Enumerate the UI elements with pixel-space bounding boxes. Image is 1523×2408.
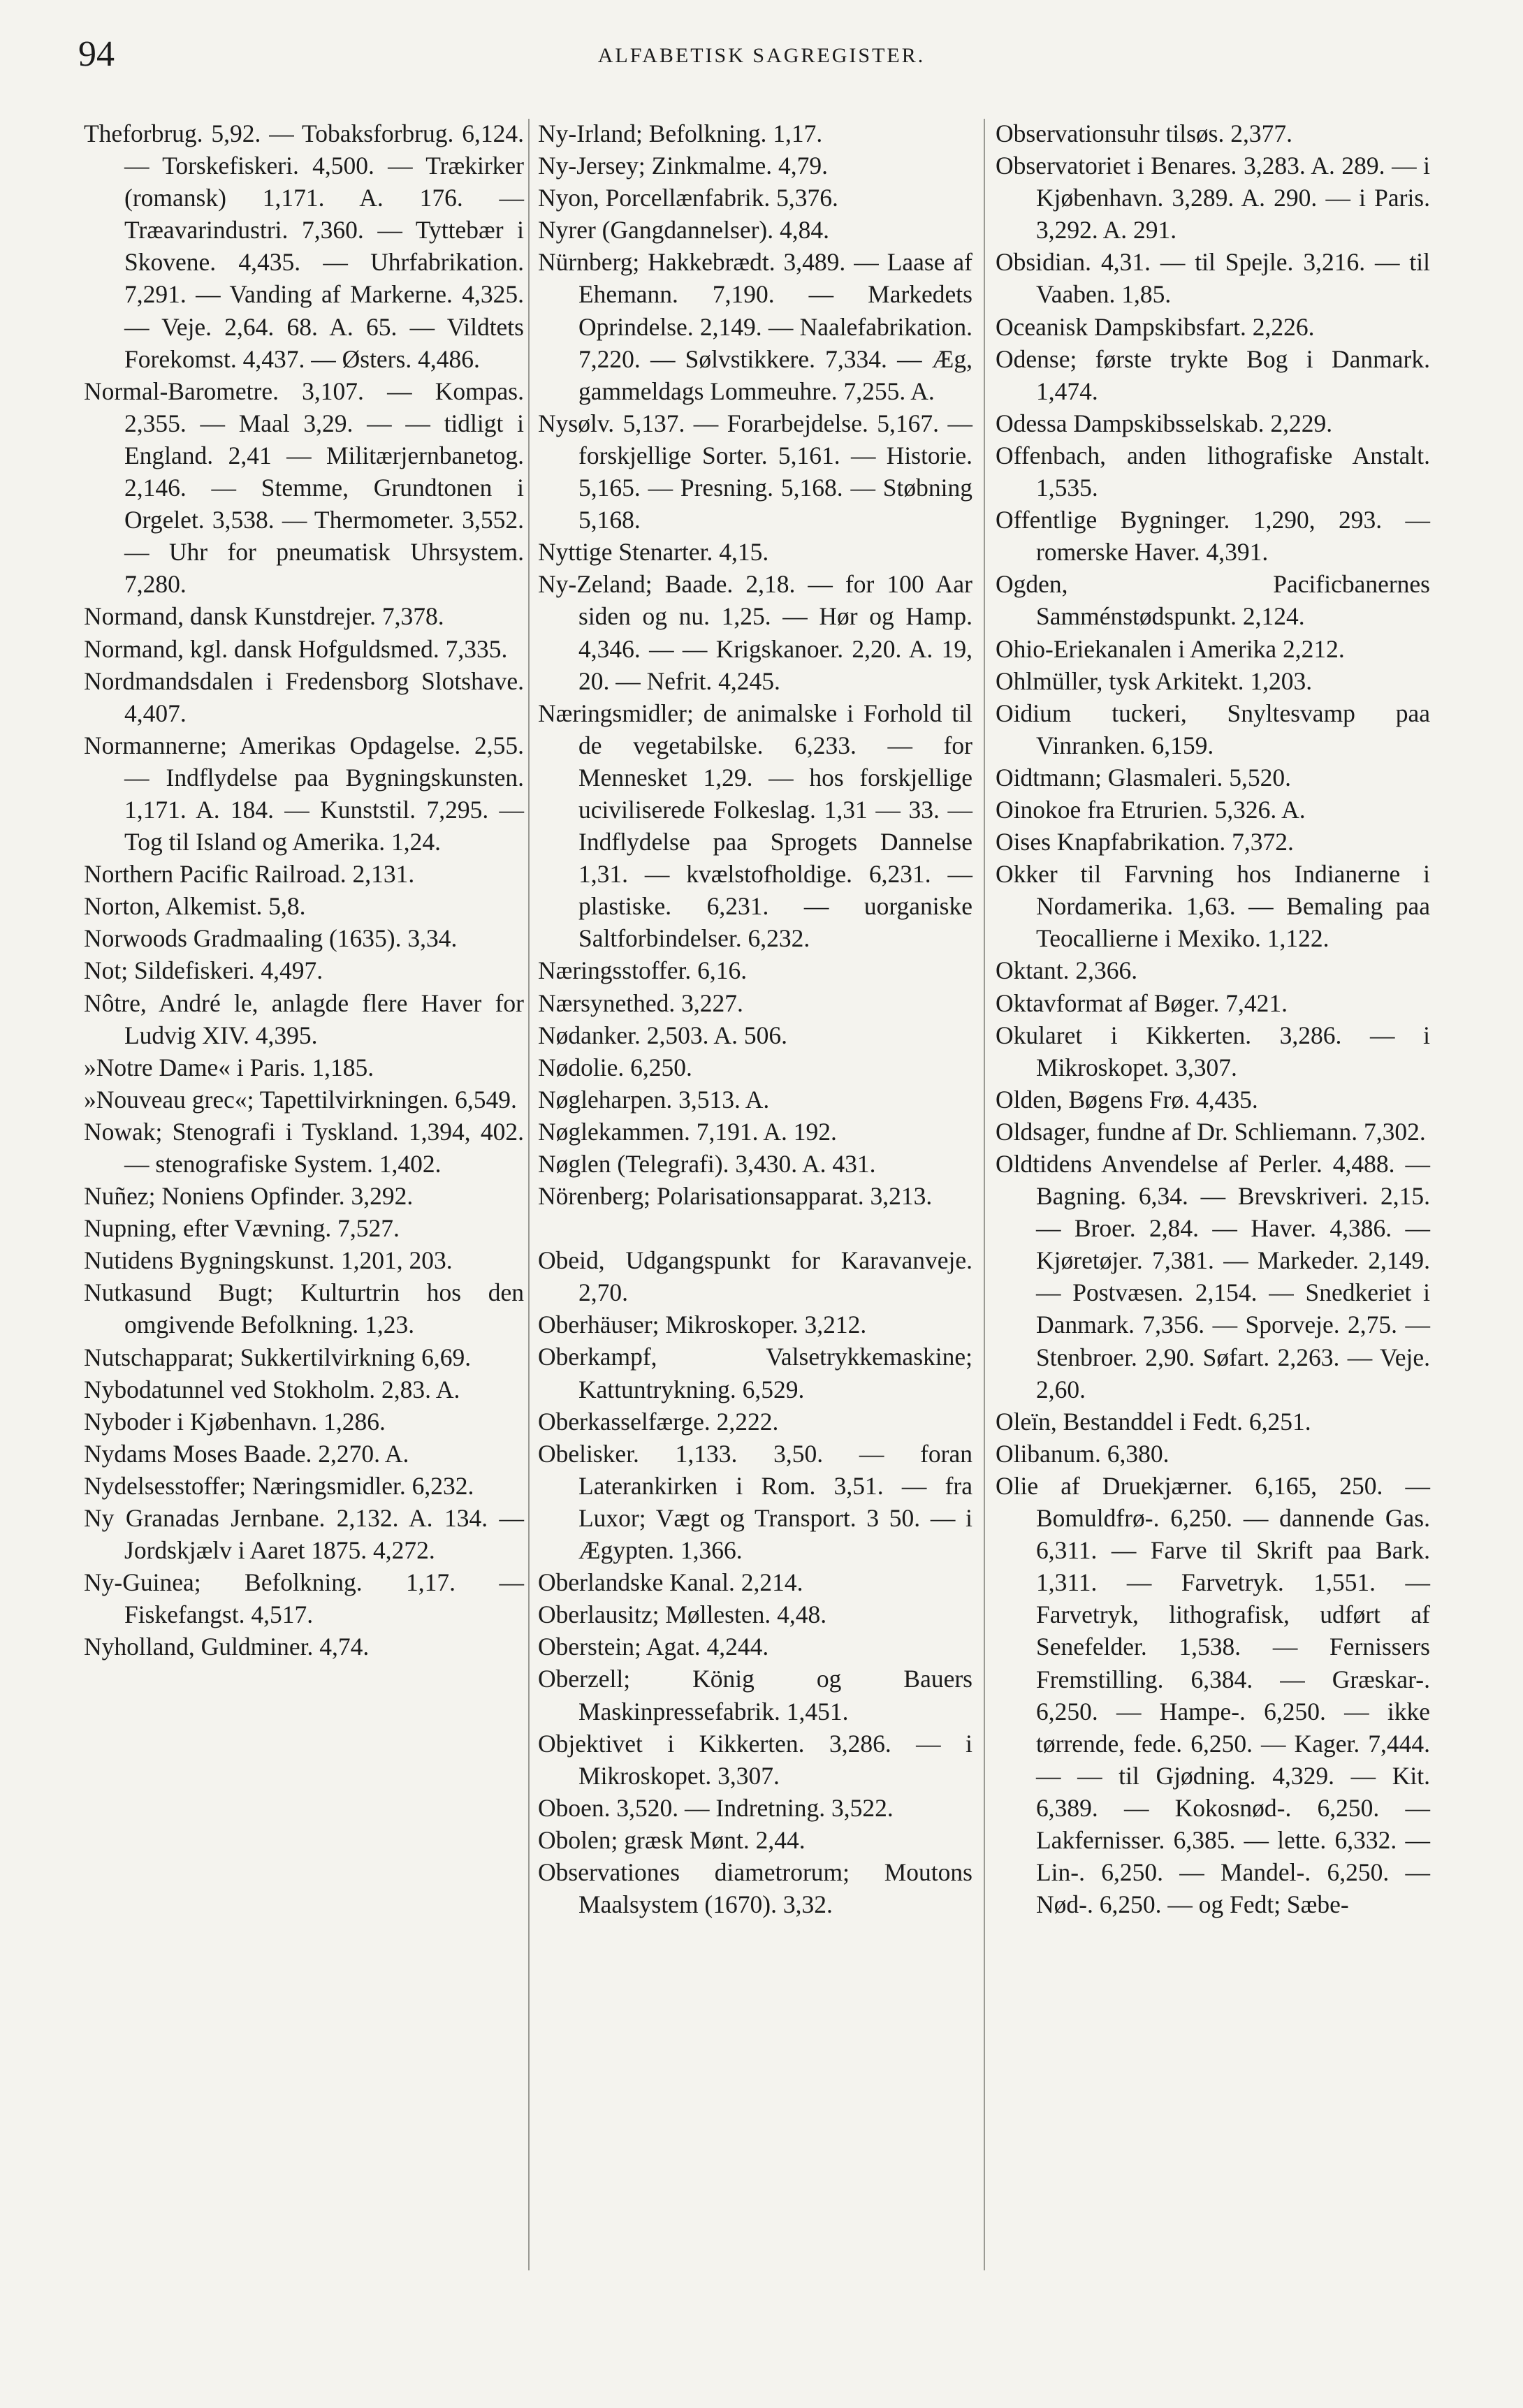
index-entry: Nutschapparat; Sukkertilvirkning 6,69. xyxy=(84,1343,472,1371)
index-entry: Nødanker. 2,503. A. 506. xyxy=(538,1021,787,1049)
index-entry: Ny-Guinea; Befolkning. 1,17. — Fiskefangst. 4,517. xyxy=(84,1568,524,1629)
index-entry: Nyon, Porcellænfabrik. 5,376. xyxy=(538,184,838,212)
index-entry: Oises Knapfabrikation. 7,372. xyxy=(996,828,1294,856)
index-entry: Ohlmüller, tysk Arkitekt. 1,203. xyxy=(996,666,1313,695)
index-entry: Nysølv. 5,137. — Forarbejdelse. 5,167. — forskjellige Sorter. 5,161. — Historie. 5,165. — Presning. 5,168. — Støbning 5,168. xyxy=(538,409,972,534)
index-entry: Oboen. 3,520. — Indretning. 3,522. xyxy=(538,1793,894,1822)
index-entry: »Nouveau grec«; Tapettilvirkningen. 6,549. xyxy=(84,1085,517,1114)
index-entry: Ny-Irland; Befolkning. 1,17. xyxy=(538,119,823,147)
index-entry: Observatoriet i Benares. 3,283. A. 289. — i Kjøbenhavn. 3,289. A. 290. — i Paris. 3,292. A. 291. xyxy=(996,152,1430,245)
index-entry: Oidium tuckeri, Snyltesvamp paa Vinranken. 6,159. xyxy=(996,699,1430,759)
index-entry: Norton, Alkemist. 5,8. xyxy=(84,892,306,921)
index-entry: Norwoods Gradmaaling (1635). 3,34. xyxy=(84,924,458,953)
page-number: 94 xyxy=(78,34,115,74)
index-entry: Oberlausitz; Møllesten. 4,48. xyxy=(538,1600,827,1629)
index-entry: Ny-Zeland; Baade. 2,18. — for 100 Aar siden og nu. 1,25. — Hør og Hamp. 4,346. — — Krigskanoer. 2,20. A. 19, 20. — Nefrit. 4,245. xyxy=(538,570,972,695)
index-entry: Oktavformat af Bøger. 7,421. xyxy=(996,988,1288,1017)
index-entry: Nörenberg; Polarisationsapparat. 3,213. xyxy=(538,1182,933,1211)
index-entry: Oidtmann; Glasmaleri. 5,520. xyxy=(996,763,1291,791)
index-entry: Offentlige Bygninger. 1,290, 293. — romerske Haver. 4,391. xyxy=(996,506,1430,567)
index-entry: Nøgleharpen. 3,513. A. xyxy=(538,1085,770,1114)
index-entry: Northern Pacific Railroad. 2,131. xyxy=(84,860,415,889)
index-entry: Oceanisk Dampskibsfart. 2,226. xyxy=(996,312,1315,341)
index-entry: Oberkampf, Valsetrykkemaskine; Kattuntrykning. 6,529. xyxy=(538,1343,972,1403)
index-column-3 xyxy=(996,117,1430,1920)
index-entry: Nydams Moses Baade. 2,270. A. xyxy=(84,1439,409,1468)
index-entry: Nøglekammen. 7,191. A. 192. xyxy=(538,1117,837,1146)
index-entry: Oldsager, fundne af Dr. Schliemann. 7,302. xyxy=(996,1117,1426,1146)
index-entry: Nyttige Stenarter. 4,15. xyxy=(538,538,769,567)
index-entry: Næringsmidler; de animalske i Forhold til de vegetabilske. 6,233. — for Mennesket 1,29. — hos forskjellige uciviliserede Folkeslag. 1,31 — 33. — Indflydelse paa Sprogets Dannelse 1,31. — kvælstofholdige. 6,231. — plastiske. 6,231. — uorganiske Saltforbindelser. 6,232. xyxy=(538,699,972,953)
index-entry: Nyboder i Kjøbenhavn. 1,286. xyxy=(84,1407,386,1436)
index-entry: Nybodatunnel ved Stokholm. 2,83. A. xyxy=(84,1375,460,1403)
index-entry: Nupning, efter Vævning. 7,527. xyxy=(84,1214,400,1243)
index-entry: Oberzell; König og Bauers Maskinpressefabrik. 1,451. xyxy=(538,1665,972,1725)
index-entry: Normand, dansk Kunstdrejer. 7,378. xyxy=(84,602,444,631)
index-entry: »Notre Dame« i Paris. 1,185. xyxy=(84,1053,374,1081)
index-entry: Nydelsesstoffer; Næringsmidler. 6,232. xyxy=(84,1471,474,1500)
index-entry: Nærsynethed. 3,227. xyxy=(538,988,743,1017)
running-title: ALFABETISK SAGREGISTER. xyxy=(597,44,926,67)
index-entry: Odessa Dampskibsselskab. 2,229. xyxy=(996,409,1333,437)
index-entry: Oberkasselfærge. 2,222. xyxy=(538,1407,779,1436)
index-entry: Oinokoe fra Etrurien. 5,326. A. xyxy=(996,795,1306,824)
index-entry: Olibanum. 6,380. xyxy=(996,1439,1169,1468)
index-entry: Observationsuhr tilsøs. 2,377. xyxy=(996,119,1292,147)
column-rule-left xyxy=(528,119,530,2270)
index-entry: Ogden, Pacificbanernes Samménstødspunkt. 2,124. xyxy=(996,570,1430,631)
index-entry: Oleïn, Bestanddel i Fedt. 6,251. xyxy=(996,1407,1311,1436)
index-entry: Nutkasund Bugt; Kulturtrin hos den omgivende Befolkning. 1,23. xyxy=(84,1278,524,1339)
index-entry: Normal-Barometre. 3,107. — Kompas. 2,355. — Maal 3,29. — — tidligt i England. 2,41 — Militærjernbanetog. 2,146. — Stemme, Grundtonen i Orgelet. 3,538. — Thermometer. 3,552. — Uhr for pneumatisk Uhrsystem. 7,280. xyxy=(84,377,524,599)
index-entry: Olden, Bøgens Frø. 4,435. xyxy=(996,1085,1258,1114)
index-entry: Normannerne; Amerikas Opdagelse. 2,55. — Indflydelse paa Bygningskunsten. 1,171. A. 184. — Kunststil. 7,295. — Tog til Island og Amerika. 1,24. xyxy=(84,731,524,856)
index-entry: Nødolie. 6,250. xyxy=(538,1053,692,1081)
index-entry: Nôtre, André le, anlagde flere Haver for Ludvig XIV. 4,395. xyxy=(84,988,524,1049)
index-entry: Nyholland, Guldminer. 4,74. xyxy=(84,1633,370,1661)
index-entry: Olie af Druekjærner. 6,165, 250. — Bomuldfrø-. 6,250. — dannende Gas. 6,311. — Farve til Skrift paa Bark. 1,311. — Farvetryk. 1,551. — Farvetryk, lithografisk, udført af Senefelder. 1,538. — Fernissers Fremstilling. 6,384. — Græskar-. 6,250. — Hampe-. 6,250. — ikke tørrende, fede. 6,250. — Kager. 7,444. — — til Gjødning. 4,329. — Kit. 6,389. — Kokosnød-. 6,250. — Lakfernisser. 6,385. — lette. 6,332. — Lin-. 6,250. — Mandel-. 6,250. — Nød-. 6,250. — og Fedt; Sæbe- xyxy=(996,1471,1430,1919)
index-entry: Objektivet i Kikkerten. 3,286. — i Mikroskopet. 3,307. xyxy=(538,1729,972,1790)
index-entry: Oktant. 2,366. xyxy=(996,956,1138,985)
index-entry: Nyrer (Gangdannelser). 4,84. xyxy=(538,216,829,245)
column-rule-right xyxy=(984,119,985,2270)
index-entry: Nuñez; Noniens Opfinder. 3,292. xyxy=(84,1182,414,1211)
index-entry: Observationes diametrorum; Moutons Maalsystem (1670). 3,32. xyxy=(538,1858,972,1919)
index-entry: Normand, kgl. dansk Hofguldsmed. 7,335. xyxy=(84,634,508,663)
index-entry: Nürnberg; Hakkebrædt. 3,489. — Laase af Ehemann. 7,190. — Markedets Oprindelse. 2,149. — Naalefabrikation. 7,220. — Sølvstikkere. 7,334. — Æg, gammeldags Lommeuhre. 7,255. A. xyxy=(538,248,972,405)
index-entry: Nowak; Stenografi i Tyskland. 1,394, 402. — stenografiske System. 1,402. xyxy=(84,1117,524,1178)
index-entry: Odense; første trykte Bog i Danmark. 1,474. xyxy=(996,344,1430,405)
index-entry: Okularet i Kikkerten. 3,286. — i Mikroskopet. 3,307. xyxy=(996,1021,1430,1081)
index-entry: Nordmandsdalen i Fredensborg Slotshave. 4,407. xyxy=(84,666,524,727)
index-entry: Theforbrug. 5,92. — Tobaksforbrug. 6,124. — Torskefiskeri. 4,500. — Trækirker (romansk) 1,171. A. 176. — Træavarindustri. 7,360. — Tyttebær i Skovene. 4,435. — Uhrfabrikation. 7,291. — Vanding af Markerne. 4,325. — Veje. 2,64. 68. A. 65. — Vildtets Forekomst. 4,437. — Østers. 4,486. xyxy=(84,119,524,373)
index-entry: Okker til Farvning hos Indianerne i Nordamerika. 1,63. — Bemaling paa Teocallierne i Mexiko. 1,122. xyxy=(996,860,1430,953)
index-entry: Not; Sildefiskeri. 4,497. xyxy=(84,956,323,985)
index-entry: Nøglen (Telegrafi). 3,430. A. 431. xyxy=(538,1150,876,1178)
index-entry: Ny-Jersey; Zinkmalme. 4,79. xyxy=(538,152,829,180)
index-entry: Oldtidens Anvendelse af Perler. 4,488. — Bagning. 6,34. — Brevskriveri. 2,15. — Broer. 2,84. — Haver. 4,386. — Kjøretøjer. 7,381. — Markeder. 2,149. — Postvæsen. 2,154. — Snedkeriet i Danmark. 7,356. — Sporveje. 2,75. — Stenbroer. 2,90. Søfart. 2,263. — Veje. 2,60. xyxy=(996,1150,1430,1403)
index-entry: Oberstein; Agat. 4,244. xyxy=(538,1633,769,1661)
index-entry: Næringsstoffer. 6,16. xyxy=(538,956,748,985)
index-entry: Obelisker. 1,133. 3,50. — foran Laterankirken i Rom. 3,51. — fra Luxor; Vægt og Transport. 3 50. — i Ægypten. 1,366. xyxy=(538,1439,972,1565)
index-entry: Oberhäuser; Mikroskoper. 3,212. xyxy=(538,1311,867,1339)
index-entry: Obeid, Udgangspunkt for Karavanveje. 2,70. xyxy=(538,1246,972,1307)
index-entry: Oberlandske Kanal. 2,214. xyxy=(538,1568,803,1597)
index-column-1 xyxy=(84,117,524,1663)
index-entry: Obolen; græsk Mønt. 2,44. xyxy=(538,1825,806,1854)
index-entry: Nutidens Bygningskunst. 1,201, 203. xyxy=(84,1246,453,1275)
index-column-2 xyxy=(538,117,972,1920)
index-entry: Ny Granadas Jernbane. 2,132. A. 134. — Jordskjælv i Aaret 1875. 4,272. xyxy=(84,1504,524,1565)
index-entry: Obsidian. 4,31. — til Spejle. 3,216. — til Vaaben. 1,85. xyxy=(996,248,1430,309)
index-entry: Offenbach, anden lithografiske Anstalt. 1,535. xyxy=(996,441,1430,502)
index-entry: Ohio-Eriekanalen i Amerika 2,212. xyxy=(996,634,1345,663)
